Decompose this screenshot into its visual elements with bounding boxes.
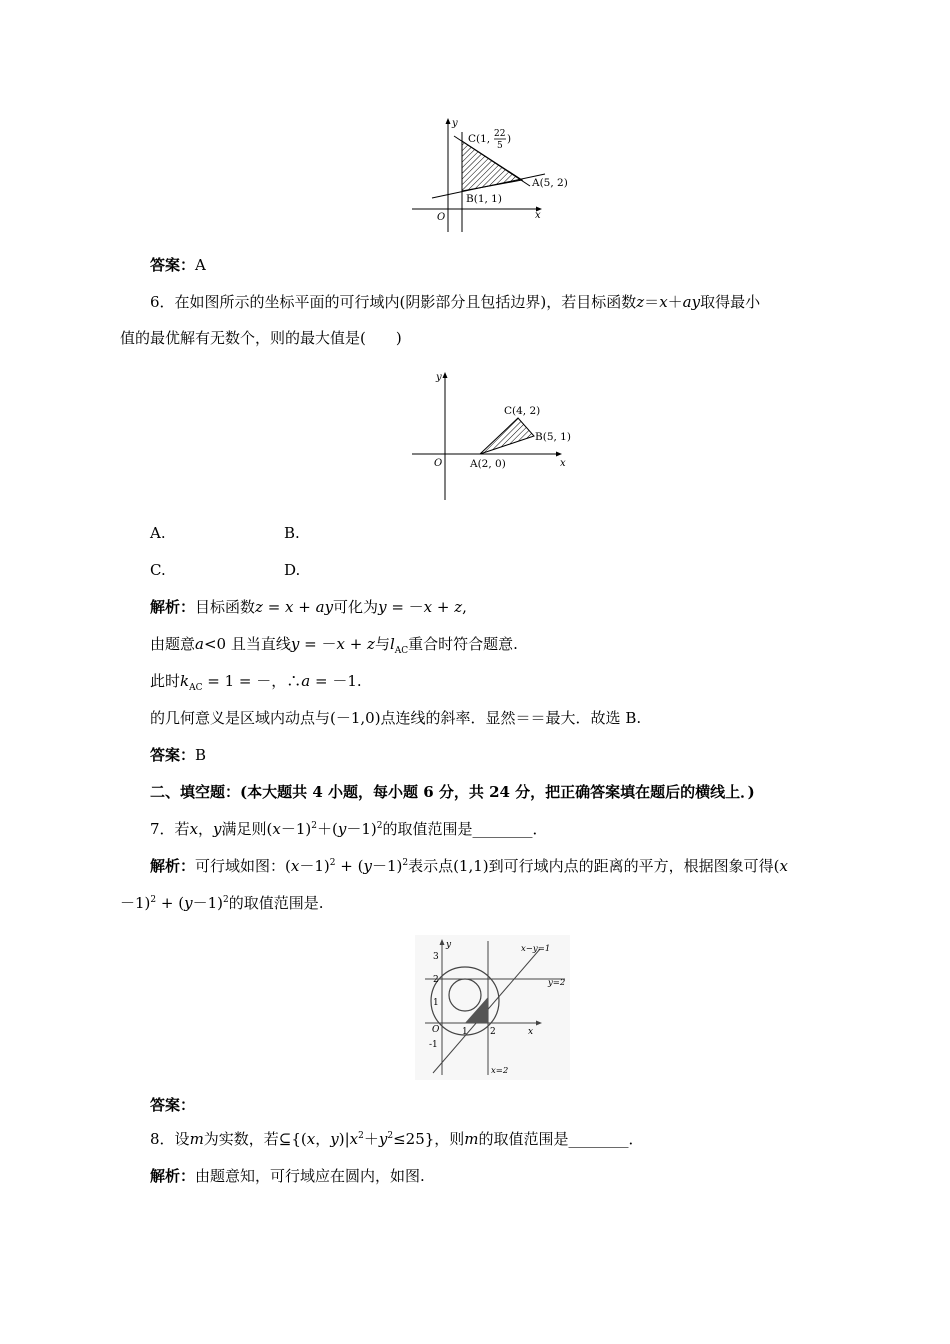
label-c-denominator: 5 [497, 141, 503, 151]
option-b: B. [284, 524, 300, 542]
label-x: x [528, 1027, 534, 1037]
figure-1-feasible-region [410, 112, 580, 237]
label-b: B(1, 1) [466, 193, 502, 205]
solution-6-line-4: 的几何意义是区域内动点与(－1,0)点连线的斜率．显然＝＝最大．故选 B. [150, 709, 642, 727]
label-a: A(2, 0) [470, 458, 506, 470]
solution-6-line-1: 解析：目标函数z = x + ay可化为y = －x + z, [150, 598, 467, 616]
answer-value: A [195, 256, 206, 274]
tick-x-1: 1 [462, 1027, 468, 1037]
question-6-line-1: 6．在如图所示的坐标平面的可行域内(阴影部分且包括边界)，若目标函数z＝x＋ay取得最小 [150, 293, 761, 311]
answer-label: 答案： [150, 256, 196, 274]
solution-8: 解析：由题意知，可行域应在圆内，如图. [150, 1167, 425, 1185]
label-o: O [434, 458, 443, 469]
label-a: A(5, 2) [532, 177, 568, 189]
shaded-triangle [480, 418, 534, 454]
label-y: y [446, 940, 452, 950]
solution-6-line-3: 此时$k_{AC} = 1$ = －，∴a = －1. [150, 672, 362, 693]
label-x: x [535, 210, 541, 221]
answer-5 [150, 255, 206, 275]
label-y: y [452, 118, 458, 129]
tick-2: 2 [433, 975, 439, 985]
figure-3-circle-region [415, 935, 570, 1080]
label-y: y [436, 372, 442, 383]
label-c-close: ) [507, 133, 512, 145]
question-8: 8．设m为实数，若⊆{(x，$y)|x^2+y^2\le 25$}，则m的取值范围是________． [150, 1130, 644, 1148]
shaded-triangle [462, 141, 522, 191]
label-c: C(4, 2) [504, 405, 541, 417]
solution-7-line-2: $-1)^2 + (y-1)^2$的取值范围是. [120, 894, 324, 912]
tick-1: 1 [433, 998, 439, 1008]
answer-6: 答案：B [150, 746, 207, 764]
label-c-numerator: 22 [494, 129, 506, 139]
label-b: B(5, 1) [535, 431, 571, 443]
label-o: O [432, 1025, 440, 1035]
label-c: C(1, [468, 133, 491, 145]
y-axis-arrow [443, 372, 448, 378]
option-a: A. [150, 524, 166, 542]
question-6-line-2: 值的最优解有无数个，则的最大值是( ) [120, 329, 402, 347]
label-x-eq-2: x=2 [491, 1066, 509, 1076]
question-7: 7．若x，y满足则$(x-1)^2+(y-1)^2$的取值范围是________． [150, 820, 548, 838]
label-o: O [437, 212, 446, 223]
y-axis-arrow [446, 118, 451, 124]
x-axis-arrow [556, 452, 562, 457]
figure-2-feasible-region [410, 368, 580, 503]
solution-6-line-2: 由题意a<0 且当直线y = －x + z与$l_{AC}$重合时符合题意. [150, 635, 518, 656]
solution-7-line-1: 解析：可行域如图：$(x-1)^2 + (y-1)^2$表示点(1,1)到可行域内点的距离的平方，根据图象可得(x [150, 857, 788, 875]
option-c: C. [150, 561, 166, 579]
label-line-x-minus-y: x−y=1 [521, 944, 551, 954]
tick-minus-1: -1 [429, 1040, 438, 1050]
label-x: x [560, 458, 566, 469]
tick-x-2: 2 [490, 1027, 496, 1037]
section-2-heading: 二、填空题：(本大题共 4 小题，每小题 6 分，共 24 分，把正确答案填在题后的横线上．) [150, 783, 755, 801]
label-y-eq-2: y=2 [548, 978, 566, 988]
answer-7: 答案： [150, 1096, 196, 1114]
tick-3: 3 [433, 952, 439, 962]
option-d: D. [284, 561, 301, 579]
